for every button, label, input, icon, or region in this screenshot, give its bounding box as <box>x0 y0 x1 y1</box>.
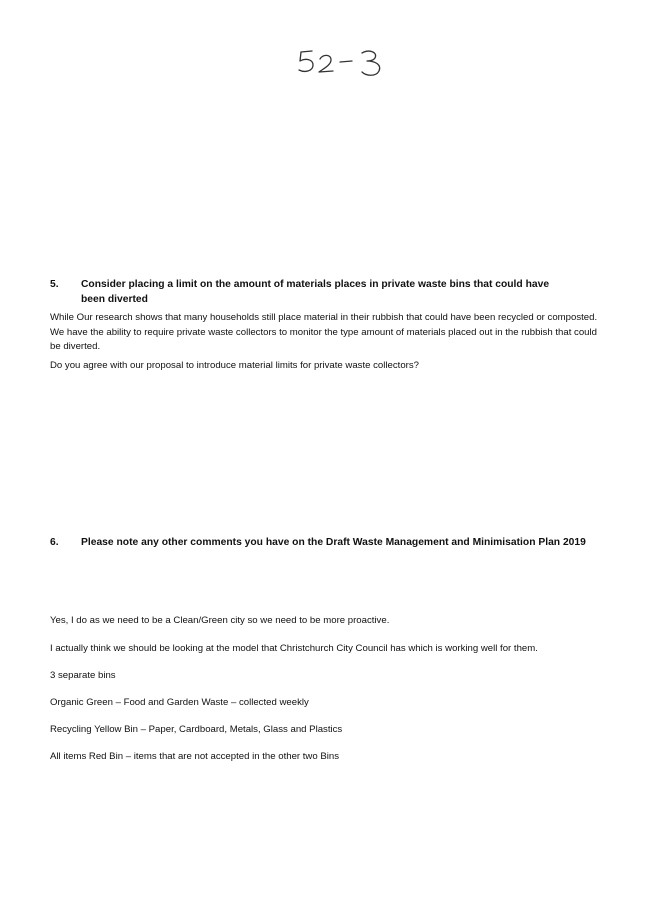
question-5-heading <box>50 277 570 307</box>
question-6-title: Please note any other comments you have on the Draft Waste Management and Minimisation Plan 2019 <box>81 537 586 548</box>
question-6-number: 6. <box>50 537 59 548</box>
answer-line: 3 separate bins <box>50 670 116 681</box>
question-5-intro: While Our research shows that many households still place material in their rubbish that could have been recycled or composted. We have the ability to require private waste collectors to monitor the type amount of materials placed out in the rubbish that could be diverted. <box>50 312 598 352</box>
answer-line: Organic Green – Food and Garden Waste – collected weekly <box>50 697 309 708</box>
answer-line: Recycling Yellow Bin – Paper, Cardboard, Metals, Glass and Plastics <box>50 724 343 735</box>
handwritten-52-3-image <box>296 44 388 80</box>
question-6-heading <box>50 535 610 550</box>
handwritten-reference-number <box>296 44 388 80</box>
answer-line: Yes, I do as we need to be a Clean/Green city so we need to be more proactive. <box>50 615 390 626</box>
question-5-prompt: Do you agree with our proposal to introduce material limits for private waste collectors? <box>50 360 419 371</box>
answer-line: I actually think we should be looking at the model that Christchurch City Council has which is working well for them. <box>50 643 538 654</box>
question-5-number: 5. <box>50 279 59 290</box>
answer-line: All items Red Bin – items that are not accepted in the other two Bins <box>50 751 340 762</box>
question-5-title: Consider placing a limit on the amount of materials places in private waste bins that could have been diverted <box>81 279 550 305</box>
